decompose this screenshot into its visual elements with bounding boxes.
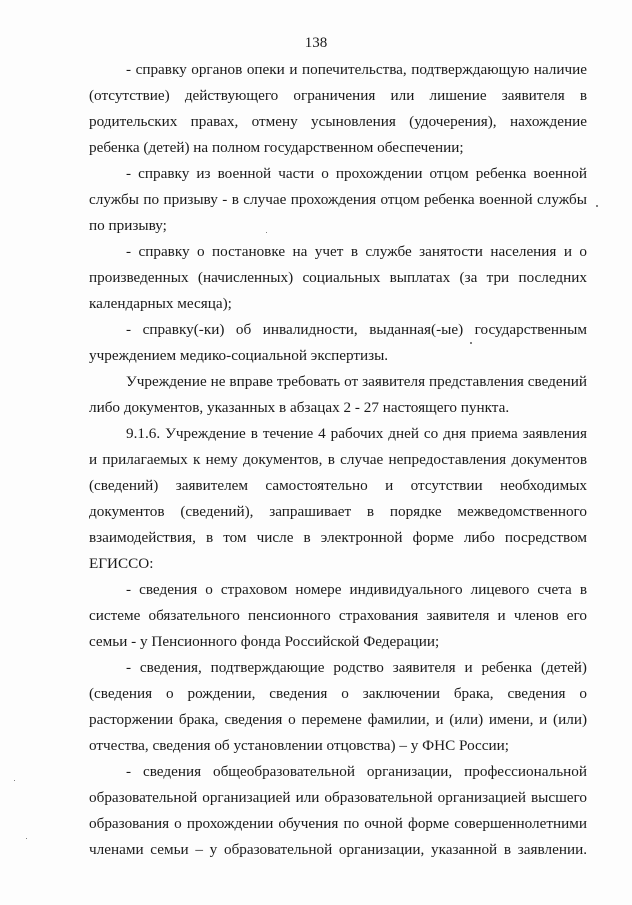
document-body — [89, 57, 587, 863]
paragraph-disability-certificate: - справку(-ки) об инвалидности, выданная(-ые) государственным учреждением медико-социальной экспертизы. — [89, 321, 587, 364]
paragraph-employment-service-certificate: - справку о постановке на учет в службе занятости населения и о произведенных (начисленных) социальных выплатах (за три последних календарных месяца); — [89, 243, 587, 312]
scan-speck — [26, 838, 27, 839]
paragraph-education-info: - сведения общеобразовательной организации, профессиональной образовательной организацией или образовательной организацией высшего образования о прохождении обучения по очной форме совершеннолетними членами семьи – у образовательной организации, указанной в заявлении. — [89, 763, 587, 858]
scan-speck — [470, 342, 472, 344]
scan-speck — [266, 232, 267, 233]
paragraph-guardianship-certificate: - справку органов опеки и попечительства, подтверждающую наличие (отсутствие) действующего ограничения или лишение заявителя в родительских правах, отмену усыновления (удочерения), нахождение ребенка (детей) на полном государственном обеспечении; — [89, 61, 587, 156]
paragraph-clause-9-1-6: 9.1.6. Учреждение в течение 4 рабочих дней со дня приема заявления и прилагаемых к нему документов, в случае непредоставления документов (сведений) заявителем самостоятельно и отсутствии необходимых документов (сведений), запрашивает в порядке межведомственного взаимодействия, в том числе в электронной форме либо посредством ЕГИССО: — [89, 425, 587, 572]
scan-speck — [14, 780, 15, 781]
paragraph-pension-fund-info: - сведения о страховом номере индивидуального лицевого счета в системе обязательного пенсионного страхования заявителя и членов его семьи - у Пенсионного фонда Российской Федерации; — [89, 581, 587, 650]
paragraph-no-right-to-require: Учреждение не вправе требовать от заявителя представления сведений либо документов, указанных в абзацах 2 - 27 настоящего пункта. — [89, 373, 587, 416]
scan-speck — [596, 205, 598, 207]
paragraph-military-service-certificate: - справку из военной части о прохождении отцом ребенка военной службы по призыву - в случае прохождения отцом ребенка военной службы по призыву; — [89, 165, 587, 234]
paragraph-kinship-info: - сведения, подтверждающие родство заявителя и ребенка (детей) (сведения о рождении, сведения о заключении брака, сведения о расторжении брака, сведения о перемене фамилии, и (или) имени, и (или) отчества, сведения об установлении отцовства) – у ФНС России; — [89, 659, 587, 754]
page-number: 138 — [304, 35, 328, 51]
